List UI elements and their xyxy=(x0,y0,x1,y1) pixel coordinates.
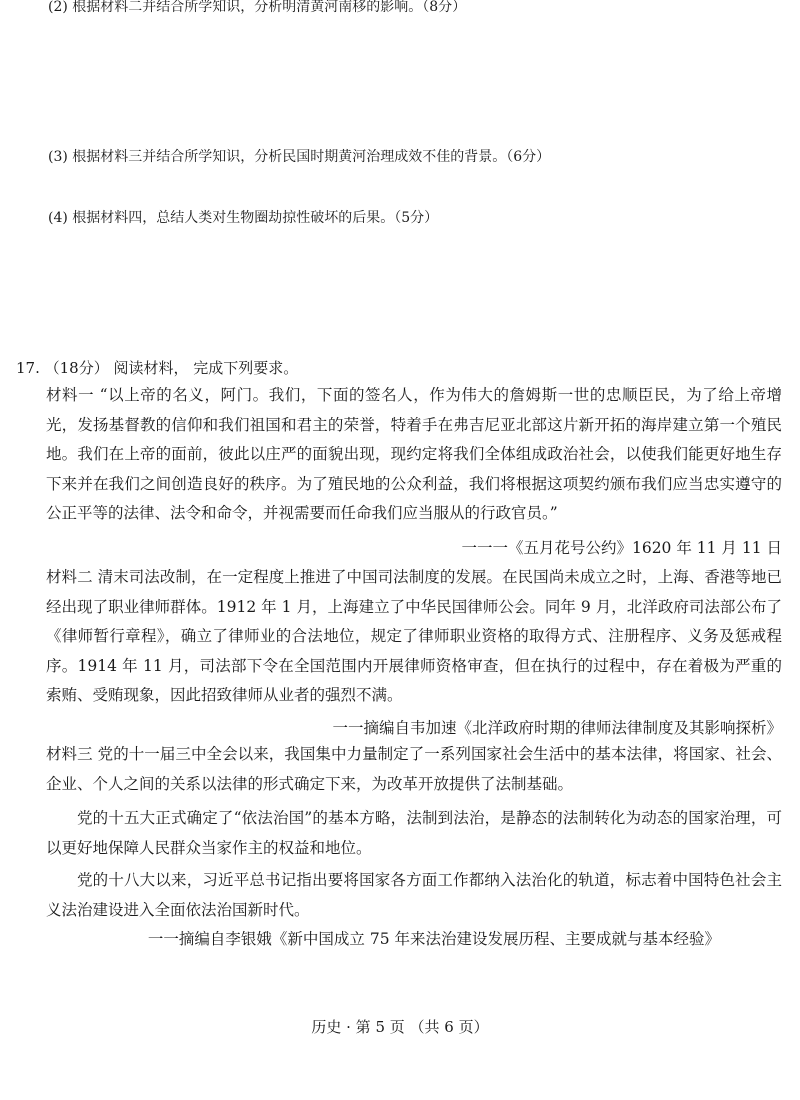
material-3-paragraph-1: 材料三 党的十一届三中全会以来，我国集中力量制定了一系列国家社会生活中的基本法律，将国家、社会、企业、个人之间的关系以法律的形式确定下来，为改革开放提供了法制基础。 xyxy=(46,745,782,793)
question-17-header: 17. （18分） 阅读材料， 完成下列要求。 xyxy=(16,359,299,377)
page-footer: 历史 · 第 5 页 （共 6 页） xyxy=(311,1018,489,1036)
material-1-text: 材料一 “以上帝的名义，阿门。我们，下面的签名人，作为伟大的詹姆斯一世的忠顺臣民，为了给上帝增光，发扬基督教的信仰和我们祖国和君主的荣誉，特着手在弗吉尼亚北部这片新开拓的海岸建立第一个殖民地。我们在上帝的面前，彼此以庄严的面貌出现，现约定将我们全体组成政治社会，以使我们能更好地生存下来并在我们之间创造良好的秩序。为了殖民地的公众利益，我们将根据这项契约颁布我们应当忠实遵守的公正平等的法律、法令和命令，并视需要而任命我们应当服从的行政官员。” xyxy=(46,386,782,522)
sub-question-3: (3) 根据材料三并结合所学知识，分析民国时期黄河治理成效不佳的背景。（6分） xyxy=(48,149,551,165)
sub-question-4: (4) 根据材料四，总结人类对生物圈劫掠性破坏的后果。（5分） xyxy=(48,210,439,226)
sub-question-2: (2) 根据材料二并结合所学知识，分析明清黄河南移的影响。（8分） xyxy=(48,0,467,15)
material-3-paragraph-2: 党的十五大正式确定了“依法治国”的基本方略，法制到法治，是静态的法制转化为动态的国家治理，可以更好地保障人民群众当家作主的权益和地位。 xyxy=(46,809,782,857)
material-2-text: 材料二 清末司法改制，在一定程度上推进了中国司法制度的发展。在民国尚未成立之时，上海、香港等地已经出现了职业律师群体。1912 年 1 月，上海建立了中华民国律师公会。同年 9 月，北洋政府司法部公布了《律师暂行章程》，确立了律师业的合法地位，规定了律师职业资格的取得方式、注册程序、义务及惩戒程序。1914 年 11 月，司法部下令在全国范围内开展律师资格审查，但在执行的过程中，存在着极为严重的索贿、受贿现象，因此招致律师从业者的强烈不满。 xyxy=(46,568,782,704)
material-3-paragraph-3: 党的十八大以来，习近平总书记指出要将国家各方面工作都纳入法治化的轨道，标志着中国特色社会主义法治建设进入全面依法治国新时代。 xyxy=(46,871,782,919)
material-3-source: 一一摘编自李银娥《新中国成立 75 年来法治建设发展历程、主要成就与基本经验》 xyxy=(147,930,720,948)
material-2-source: 一一摘编自韦加速《北洋政府时期的律师法律制度及其影响探析》 xyxy=(332,719,782,737)
material-1-source: 一一一《五月花号公约》1620 年 11 月 11 日 xyxy=(461,539,782,557)
